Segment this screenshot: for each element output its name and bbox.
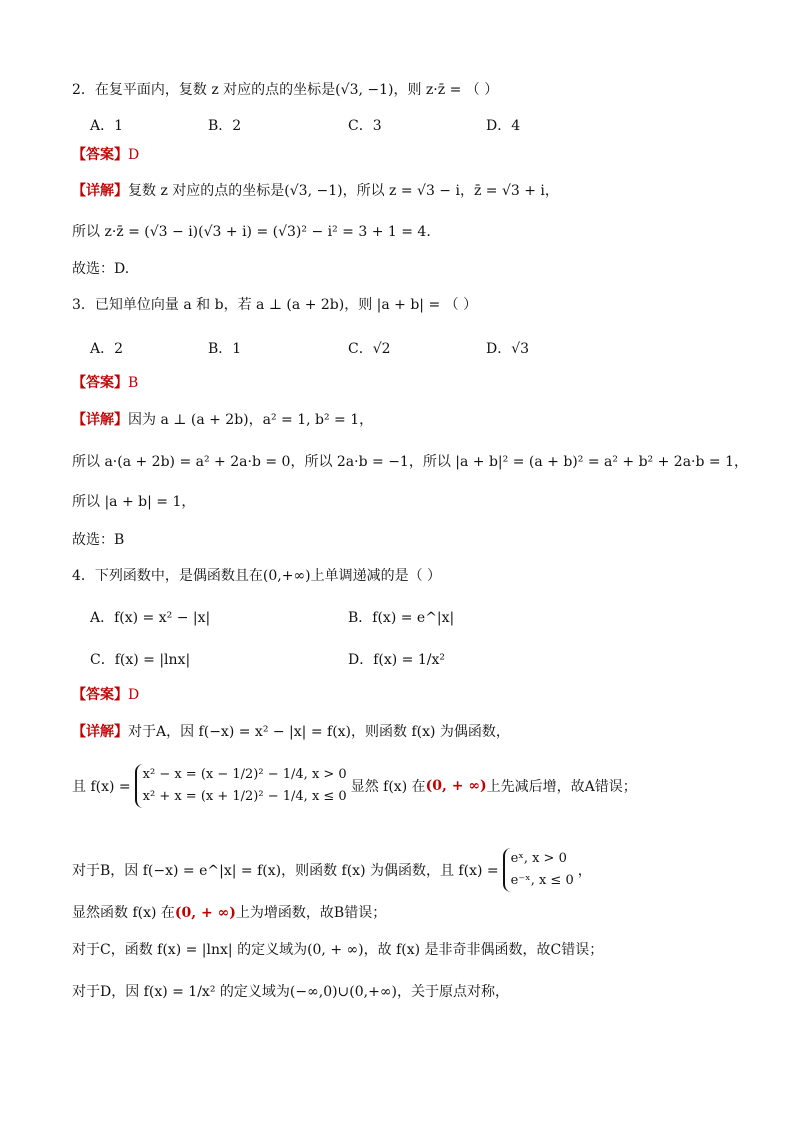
q4-detail-b2 xyxy=(72,903,386,923)
q2-option-a: A．1 xyxy=(90,118,124,134)
interval-text: (0, + ∞) xyxy=(174,905,236,921)
q3-detail-2: 所以 a·(a + 2b) = a² + 2a·b = 0，所以 2a·b = −1，所以 |a + b|² = (a + b)² = a² + b² + 2a·b = 1， xyxy=(72,454,748,470)
detail-prefix: 且 f(x) = xyxy=(72,779,131,795)
answer-value: D xyxy=(128,147,140,163)
piecewise-case-2: x² + x = (x + 1/2)² − 1/4, x ≤ 0 xyxy=(142,789,347,804)
answer-value: D xyxy=(128,687,140,703)
q3-choice: 故选：B xyxy=(72,532,125,548)
detail-tag: 【详解】 xyxy=(72,724,128,740)
q2-option-c: C．3 xyxy=(348,118,382,134)
q3-answer xyxy=(72,373,138,393)
detail-text: 对于A，因 f(−x) = x² − |x| = f(x)，则函数 f(x) 为偶函数， xyxy=(128,724,510,740)
q3-stem: 3．已知单位向量 a 和 b，若 a ⊥ (a + 2b)，则 |a + b| = （ ） xyxy=(72,297,478,313)
q2-answer xyxy=(72,145,139,165)
detail-text: 因为 a ⊥ (a + 2b)，a² = 1, b² = 1， xyxy=(128,412,374,428)
q4-detail-b1 xyxy=(72,848,592,892)
piecewise-case-1: eˣ, x > 0 xyxy=(510,851,567,866)
q4-option-a: A．f(x) = x² − |x| xyxy=(90,610,211,626)
answer-tag: 【答案】 xyxy=(72,375,128,391)
q2-choice: 故选：D. xyxy=(72,261,130,277)
q2-detail-2: 所以 z·z̄ = (√3 − i)(√3 + i) = (√3)² − i² = 3 + 1 = 4. xyxy=(72,224,431,240)
q4-detail-d: 对于D，因 f(x) = 1/x² 的定义域为(−∞,0)∪(0,+∞)，关于原点对称， xyxy=(72,984,509,1000)
q2-stem: 2．在复平面内，复数 z 对应的点的坐标是(√3, −1)，则 z·z̄ = （ ） xyxy=(72,82,499,98)
detail-suffix-1: 显然 f(x) 在 xyxy=(350,779,426,795)
detail-text: 上为增函数，故B错误； xyxy=(235,905,387,921)
q3-detail-1 xyxy=(72,410,373,430)
answer-value: B xyxy=(128,375,139,391)
piecewise-case-2: e⁻ˣ, x ≤ 0 xyxy=(510,873,574,888)
q4-detail-a2 xyxy=(72,764,637,808)
piecewise-case-1: x² − x = (x − 1/2)² − 1/4, x > 0 xyxy=(142,767,347,782)
q4-option-c: C．f(x) = |lnx| xyxy=(90,652,191,668)
q3-option-c: C．√2 xyxy=(348,341,391,357)
detail-suffix-2: 上先减后增，故A错误； xyxy=(486,779,637,795)
q2-option-b: B．2 xyxy=(208,118,242,134)
q3-option-a: A．2 xyxy=(90,341,124,357)
q4-detail-a1 xyxy=(72,722,510,742)
detail-end: ， xyxy=(577,863,592,879)
q4-answer xyxy=(72,685,139,705)
detail-text: 显然函数 f(x) 在 xyxy=(72,905,175,921)
detail-tag: 【详解】 xyxy=(72,183,128,199)
q4-option-d: D．f(x) = 1/x² xyxy=(348,652,445,668)
q3-option-d: D．√3 xyxy=(486,341,530,357)
piecewise-brace xyxy=(503,848,574,892)
q4-detail-c: 对于C，函数 f(x) = |lnx| 的定义域为(0, + ∞)，故 f(x) 是非奇非偶函数，故C错误； xyxy=(72,942,604,958)
answer-tag: 【答案】 xyxy=(72,687,128,703)
q4-option-b: B．f(x) = e^|x| xyxy=(348,610,455,626)
interval-text: (0, + ∞) xyxy=(425,778,487,794)
detail-tag: 【详解】 xyxy=(72,412,128,428)
detail-text: 复数 z 对应的点的坐标是(√3, −1)，所以 z = √3 − i，z̄ = √3 + i， xyxy=(128,183,559,199)
answer-tag: 【答案】 xyxy=(72,147,128,163)
q3-detail-3: 所以 |a + b| = 1， xyxy=(72,494,196,510)
piecewise-brace xyxy=(135,764,347,808)
q2-option-d: D．4 xyxy=(486,118,521,134)
q2-detail-1 xyxy=(72,181,559,201)
q4-stem: 4．下列函数中，是偶函数且在(0,+∞)上单调递减的是（ ） xyxy=(72,568,442,584)
detail-text: 对于B，因 f(−x) = e^|x| = f(x)，则函数 f(x) 为偶函数，且 f(x) = xyxy=(72,863,499,879)
q3-option-b: B．1 xyxy=(208,341,242,357)
